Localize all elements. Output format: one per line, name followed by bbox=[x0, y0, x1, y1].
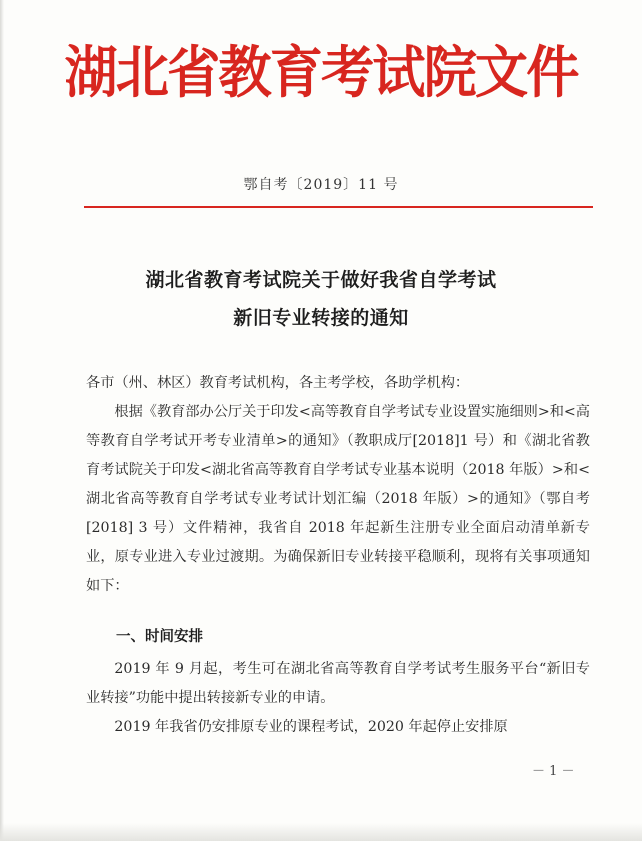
section-heading-time-schedule: 一、时间安排 bbox=[116, 629, 203, 645]
document-header-title: 湖北省教育考试院文件 bbox=[64, 40, 578, 106]
paragraph-text: 2019 年 9 月起，考生可在湖北省高等教育自学考试考生服务平台“新旧专业转接”功能中提出转接新专业的申请。 bbox=[86, 661, 590, 706]
red-divider-line bbox=[84, 206, 593, 208]
paragraph-text: 根据《教育部办公厅关于印发<高等教育自学考试专业设置实施细则>和<高等教育自学考试开考专业清单>的通知》（教职成厅[2018]1 号）和《湖北省教育考试院关于印发<湖北省高等教育自学考试专业基本说明（2018 年版）>和<湖北省高等教育自学考试专业考试计划汇编（2018 年版）>的通知》（鄂自考 [2018] 3 号）文件精神，我省自 2018 年起新生注册专业全面启动清单新专业，原专业进入专业过渡期。为确保新旧专业转接平稳顺利，现将有关事项通知如下： bbox=[86, 404, 590, 594]
scan-shadow-bottom bbox=[0, 823, 642, 841]
body-paragraph-1 bbox=[86, 398, 590, 601]
notice-title bbox=[0, 261, 642, 337]
document-number: 鄂自考〔2019〕11 号 bbox=[243, 177, 399, 193]
body-paragraph-3 bbox=[86, 713, 590, 742]
page-number: － 1 － bbox=[532, 764, 575, 779]
salutation: 各市（州、林区）教育考试机构，各主考学校，各助学机构： bbox=[86, 375, 470, 391]
notice-title-line-1: 湖北省教育考试院关于做好我省自学考试 bbox=[145, 269, 497, 291]
notice-title-line-2: 新旧专业转接的通知 bbox=[233, 307, 409, 329]
paragraph-text: 2019 年我省仍安排原专业的课程考试，2020 年起停止安排原 bbox=[114, 719, 508, 735]
scan-shadow-left bbox=[0, 0, 4, 841]
body-paragraph-2 bbox=[86, 655, 590, 713]
